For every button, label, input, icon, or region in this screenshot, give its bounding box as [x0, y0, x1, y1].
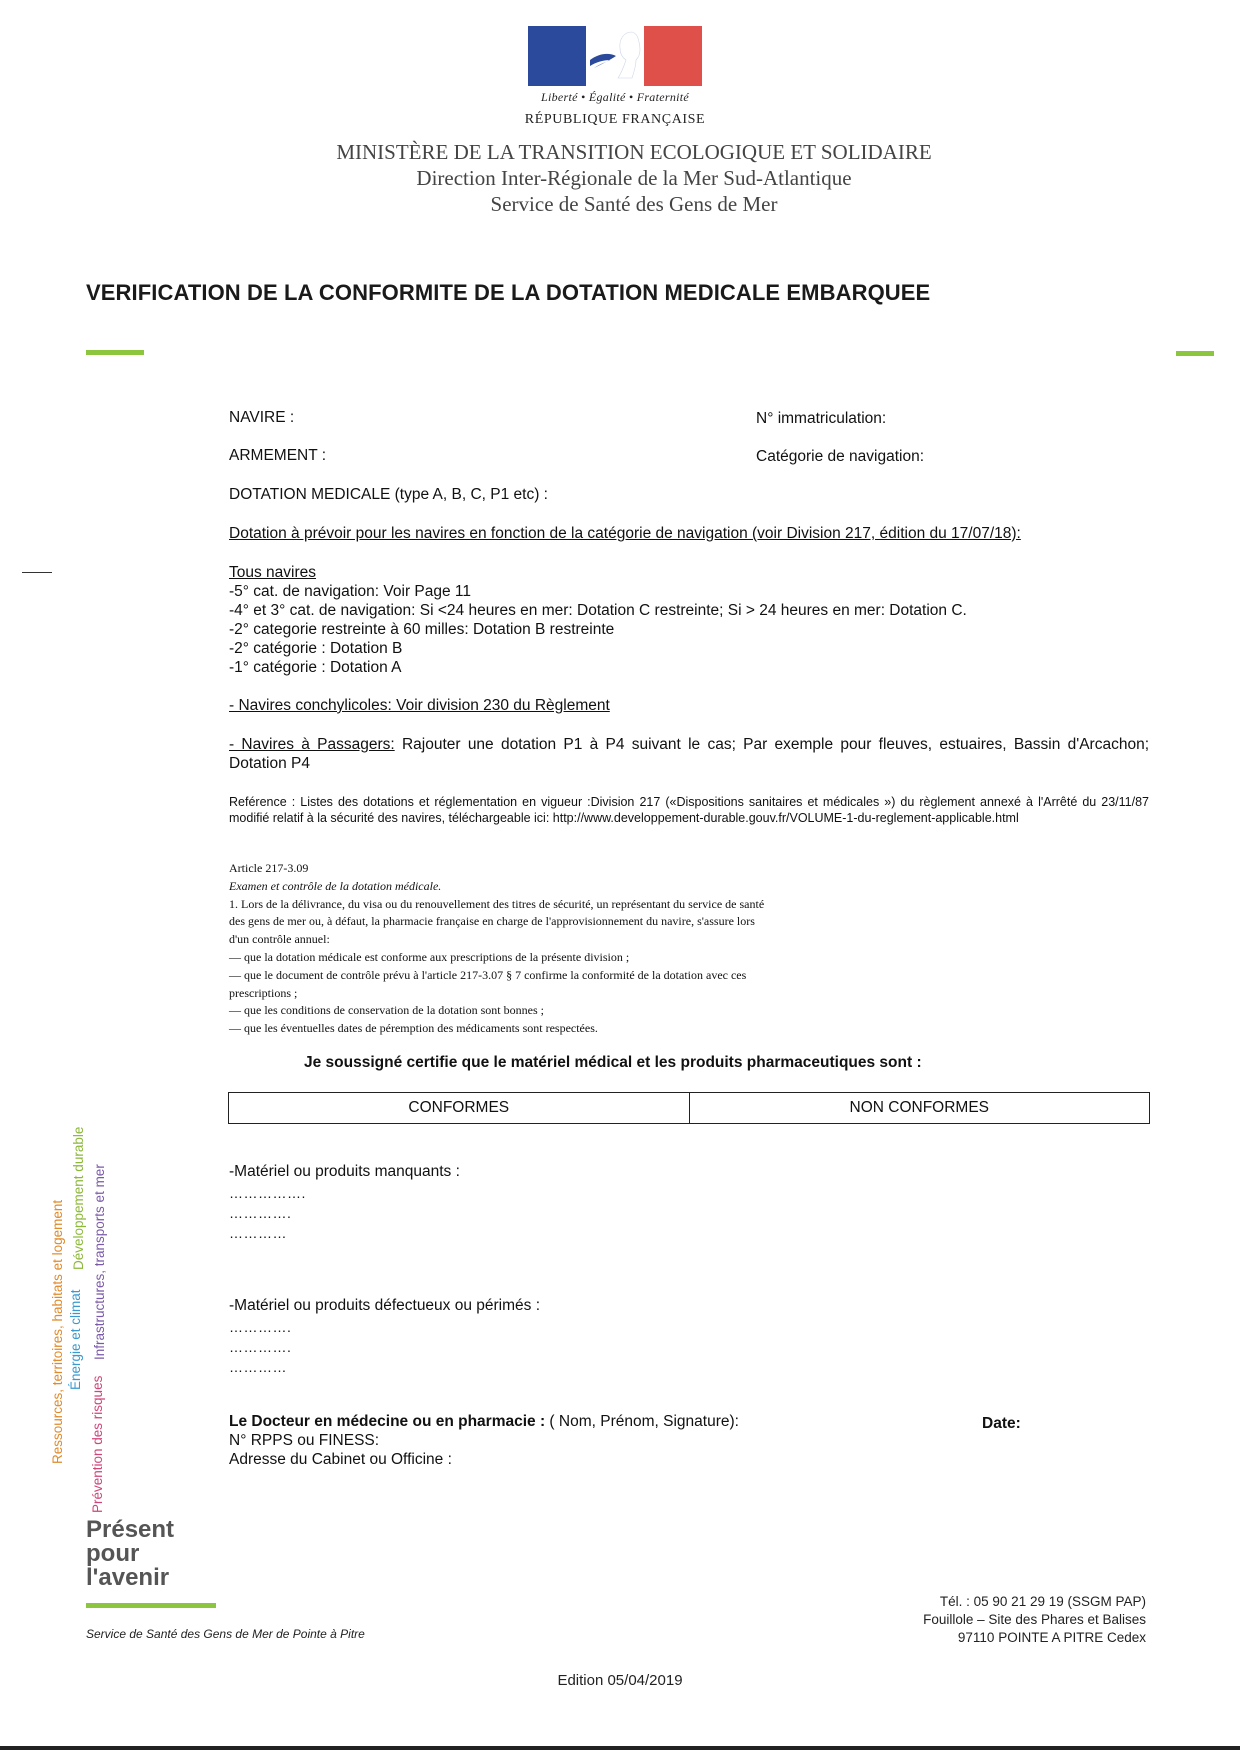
bottom-rule — [0, 1746, 1240, 1750]
green-underline — [86, 1603, 216, 1608]
service-footer: Service de Santé des Gens de Mer de Pointe à Pitre — [86, 1627, 365, 1641]
pour-word: pour — [86, 1540, 140, 1567]
article-line: d'un contrôle annuel: — [229, 932, 330, 947]
blank-line[interactable]: ………… — [229, 1359, 287, 1375]
manquants-lines[interactable] — [229, 1183, 306, 1243]
page-title: VERIFICATION DE LA CONFORMITE DE LA DOTATION MEDICALE EMBARQUEE — [86, 280, 931, 305]
conformity-table — [228, 1092, 1150, 1124]
ministry-line: MINISTÈRE DE LA TRANSITION ECOLOGIQUE ET SOLIDAIRE — [336, 140, 932, 164]
blank-line[interactable]: ……………. — [229, 1185, 306, 1201]
address-line: 97110 POINTE A PITRE Cedex — [957, 1630, 1146, 1645]
republique-logo — [528, 26, 702, 86]
blank-line[interactable]: …………. — [229, 1319, 292, 1335]
adresse-field[interactable]: Adresse du Cabinet ou Officine : — [229, 1451, 452, 1468]
list-item: -4° et 3° cat. de navigation: Si <24 heures en mer: Dotation C restreinte; Si > 24 heures en mer: Dotation C. — [229, 602, 967, 619]
edition-date: Edition 05/04/2019 — [557, 1672, 683, 1689]
list-item: -5° cat. de navigation: Voir Page 11 — [229, 583, 472, 600]
article-line: — que la dotation médicale est conforme aux prescriptions de la présente division ; — [229, 949, 630, 964]
direction-line: Direction Inter-Régionale de la Mer Sud-Atlantique — [416, 166, 852, 190]
present-pour-lavenir-logo — [86, 1518, 174, 1590]
article-block — [229, 860, 929, 1038]
navire-field[interactable]: NAVIRE : — [229, 409, 295, 426]
article-line: prescriptions ; — [229, 985, 298, 1000]
defectueux-lines[interactable] — [229, 1317, 291, 1377]
article-line: — que les éventuelles dates de péremption des médicaments sont respectées. — [229, 1021, 598, 1036]
article-line: — que le document de contrôle prévu à l'article 217-3.07 § 7 confirme la conformité de la dotation avec ces — [229, 967, 747, 982]
margin-mark — [22, 572, 52, 573]
present-word: Présent — [86, 1516, 175, 1543]
ministry-heading — [200, 140, 1068, 218]
list-item: -2° categorie restreinte à 60 milles: Dotation B restreinte — [229, 621, 615, 638]
article-line: — que les conditions de conservation de la dotation sont bonnes ; — [229, 1003, 544, 1018]
list-item: -2° catégorie : Dotation B — [229, 640, 403, 657]
dotation-field[interactable]: DOTATION MEDICALE (type A, B, C, P1 etc) : — [229, 486, 548, 503]
tous-navires-section — [229, 563, 1159, 677]
green-accent-left — [86, 350, 144, 355]
developpement-slogan: Développement durable — [71, 1126, 86, 1270]
armement-field[interactable]: ARMEMENT : — [229, 447, 327, 464]
rpps-field[interactable]: N° RPPS ou FINESS: — [229, 1432, 380, 1449]
docteur-detail: ( Nom, Prénom, Signature): — [545, 1413, 739, 1430]
motto: Liberté • Égalité • Fraternité — [540, 90, 690, 104]
certification-statement: Je soussigné certifie que le matériel médical et les produits pharmaceutiques sont : — [304, 1054, 922, 1071]
article-line: des gens de mer ou, à défaut, la pharmacie française en charge de l'approvisionnement du navire, s'assure lors — [229, 914, 755, 929]
prevention-slogan: Prévention des risques — [90, 1375, 105, 1513]
republic-name: RÉPUBLIQUE FRANÇAISE — [524, 112, 706, 127]
conformes-option[interactable]: CONFORMES — [408, 1099, 510, 1116]
categorie-field[interactable]: Catégorie de navigation: — [756, 448, 925, 465]
contact-block — [923, 1593, 1146, 1647]
immatriculation-field[interactable]: N° immatriculation: — [756, 410, 887, 427]
ressources-slogan: Ressources, territoires, habitats et logement — [50, 1199, 65, 1464]
service-line: Service de Santé des Gens de Mer — [490, 192, 778, 216]
passagers-note — [229, 735, 1149, 773]
blank-line[interactable]: ………… — [229, 1225, 287, 1241]
article-subtitle: Examen et contrôle de la dotation médicale. — [229, 878, 442, 893]
list-item: -1° catégorie : Dotation A — [229, 659, 402, 676]
tous-navires-heading: Tous navires — [229, 564, 317, 581]
reference-text: Reférence : Listes des dotations et réglementation en vigueur :Division 217 («Dispositions sanitaires et médicales ») du règlement annexé à l'Arrêté du 23/11/87 modifié relatif à la sécurité des navires, téléchargeable ici: http://www.developpement-durable.gouv.fr/VOLUME-1-du-reglement-applicable.html — [229, 795, 1149, 825]
docteur-label: Le Docteur en médecine ou en pharmacie : — [229, 1413, 546, 1430]
telephone: Tél. : 05 90 21 29 19 (SSGM PAP) — [939, 1594, 1146, 1609]
passagers-text: Rajouter une dotation P1 à P4 suivant le cas; Par exemple pour fleuves, estuaires, Bassin d'Arcachon; Dotation P4 — [229, 736, 1150, 772]
docteur-line[interactable] — [229, 1413, 739, 1431]
non-conformes-option[interactable]: NON CONFORMES — [689, 1093, 1150, 1123]
passagers-label: - Navires à Passagers: — [229, 736, 395, 753]
manquants-label: -Matériel ou produits manquants : — [229, 1163, 460, 1180]
defectueux-label: -Matériel ou produits défectueux ou périmés : — [229, 1297, 541, 1314]
date-field[interactable]: Date: — [982, 1415, 1021, 1432]
infrastructures-slogan: Infrastructures, transports et mer — [92, 1164, 107, 1360]
blank-line[interactable]: …………. — [229, 1339, 292, 1355]
conchylicoles-note: - Navires conchylicoles: Voir division 230 du Règlement — [229, 697, 610, 714]
marianne-icon — [586, 26, 644, 86]
avenir-word: l'avenir — [86, 1564, 170, 1591]
article-line: 1. Lors de la délivrance, du visa ou du renouvellement des titres de sécurité, un représentant du service de santé — [229, 896, 765, 911]
address-line: Fouillole – Site des Phares et Balises — [923, 1612, 1146, 1627]
green-accent-right — [1176, 351, 1214, 356]
blank-line[interactable]: …………. — [229, 1205, 292, 1221]
energie-slogan: Énergie et climat — [68, 1289, 83, 1390]
article-title: Article 217-3.09 — [229, 861, 309, 875]
dotation-heading: Dotation à prévoir pour les navires en fonction de la catégorie de navigation (voir Division 217, édition du 17/07/18): — [229, 525, 1021, 542]
